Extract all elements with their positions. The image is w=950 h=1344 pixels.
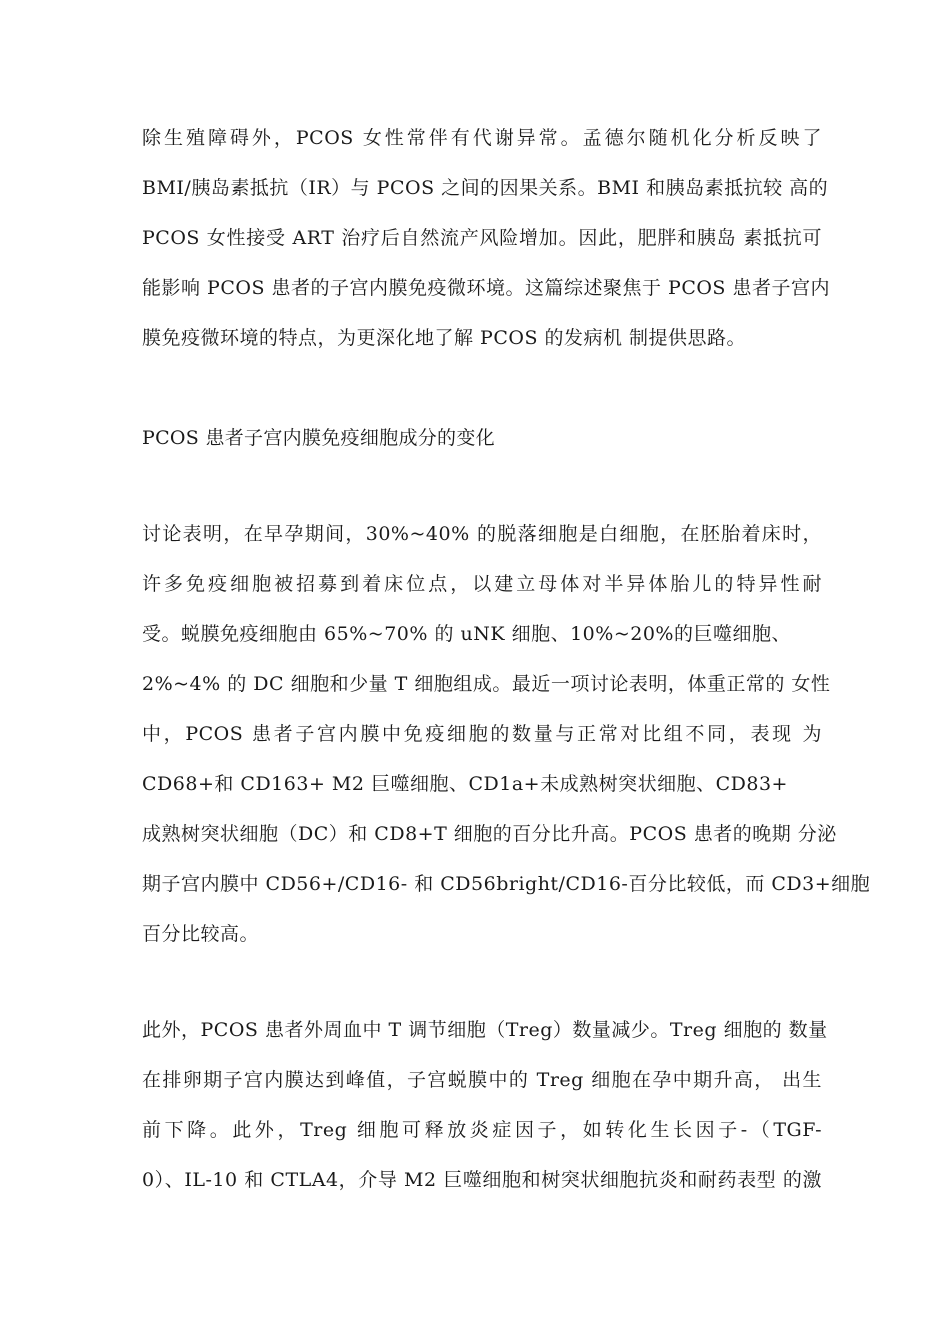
paragraph-3-line-3: 前下降。此外，Treg 细胞可释放炎症因子，如转化生长因子-（TGF- xyxy=(142,1119,822,1141)
paragraph-1-line-2: BMI/胰岛素抵抗（IR）与 PCOS 之间的因果关系。BMI 和胰岛素抵抗较 高的 xyxy=(142,177,829,199)
paragraph-2-line-7: 成熟树突状细胞（DC）和 CD8+T 细胞的百分比升高。PCOS 患者的晚期 分泌 xyxy=(142,823,837,845)
paragraph-2-line-1: 讨论表明，在早孕期间，30%~40% 的脱落细胞是白细胞，在胚胎着床时， xyxy=(142,523,822,545)
paragraph-1-line-3: PCOS 女性接受 ART 治疗后自然流产风险增加。因此，肥胖和胰岛 素抵抗可 xyxy=(142,227,822,249)
paragraph-3-line-4: 0）、IL-10 和 CTLA4，介导 M2 巨噬细胞和树突状细胞抗炎和耐药表型 的激 xyxy=(142,1169,822,1191)
paragraph-2-line-2: 许多免疫细胞被招募到着床位点，以建立母体对半异体胎儿的特异性耐 xyxy=(142,573,822,595)
section-heading: PCOS 患者子宫内膜免疫细胞成分的变化 xyxy=(142,427,495,449)
paragraph-2-line-4: 2%~4% 的 DC 细胞和少量 T 细胞组成。最近一项讨论表明，体重正常的 女性 xyxy=(142,673,831,695)
paragraph-1-line-4: 能影响 PCOS 患者的子宫内膜免疫微环境。这篇综述聚焦于 PCOS 患者子宫内 xyxy=(142,277,830,299)
paragraph-2-line-6: CD68+和 CD163+ M2 巨噬细胞、CD1a+未成熟树突状细胞、CD83+ xyxy=(142,773,788,795)
paragraph-1-line-5: 膜免疫微环境的特点，为更深化地了解 PCOS 的发病机 制提供思路。 xyxy=(142,327,747,349)
paragraph-3-line-2: 在排卵期子宫内膜达到峰值，子宫蜕膜中的 Treg 细胞在孕中期升高， 出生 xyxy=(142,1069,822,1091)
paragraph-2-line-5: 中，PCOS 患者子宫内膜中免疫细胞的数量与正常对比组不同，表现 为 xyxy=(142,723,822,745)
paragraph-1-line-1: 除生殖障碍外，PCOS 女性常伴有代谢异常。孟德尔随机化分析反映了 xyxy=(142,127,822,149)
paragraph-2-line-9: 百分比较高。 xyxy=(142,923,260,945)
paragraph-3-line-1: 此外，PCOS 患者外周血中 T 调节细胞（Treg）数量减少。Treg 细胞的 数量 xyxy=(142,1019,828,1041)
paragraph-2-line-8: 期子宫内膜中 CD56+/CD16- 和 CD56bright/CD16-百分比较低，而 CD3+细胞 xyxy=(142,873,871,895)
paragraph-2-line-3: 受。蜕膜免疫细胞由 65%~70% 的 uNK 细胞、10%~20%的巨噬细胞、 xyxy=(142,623,791,645)
